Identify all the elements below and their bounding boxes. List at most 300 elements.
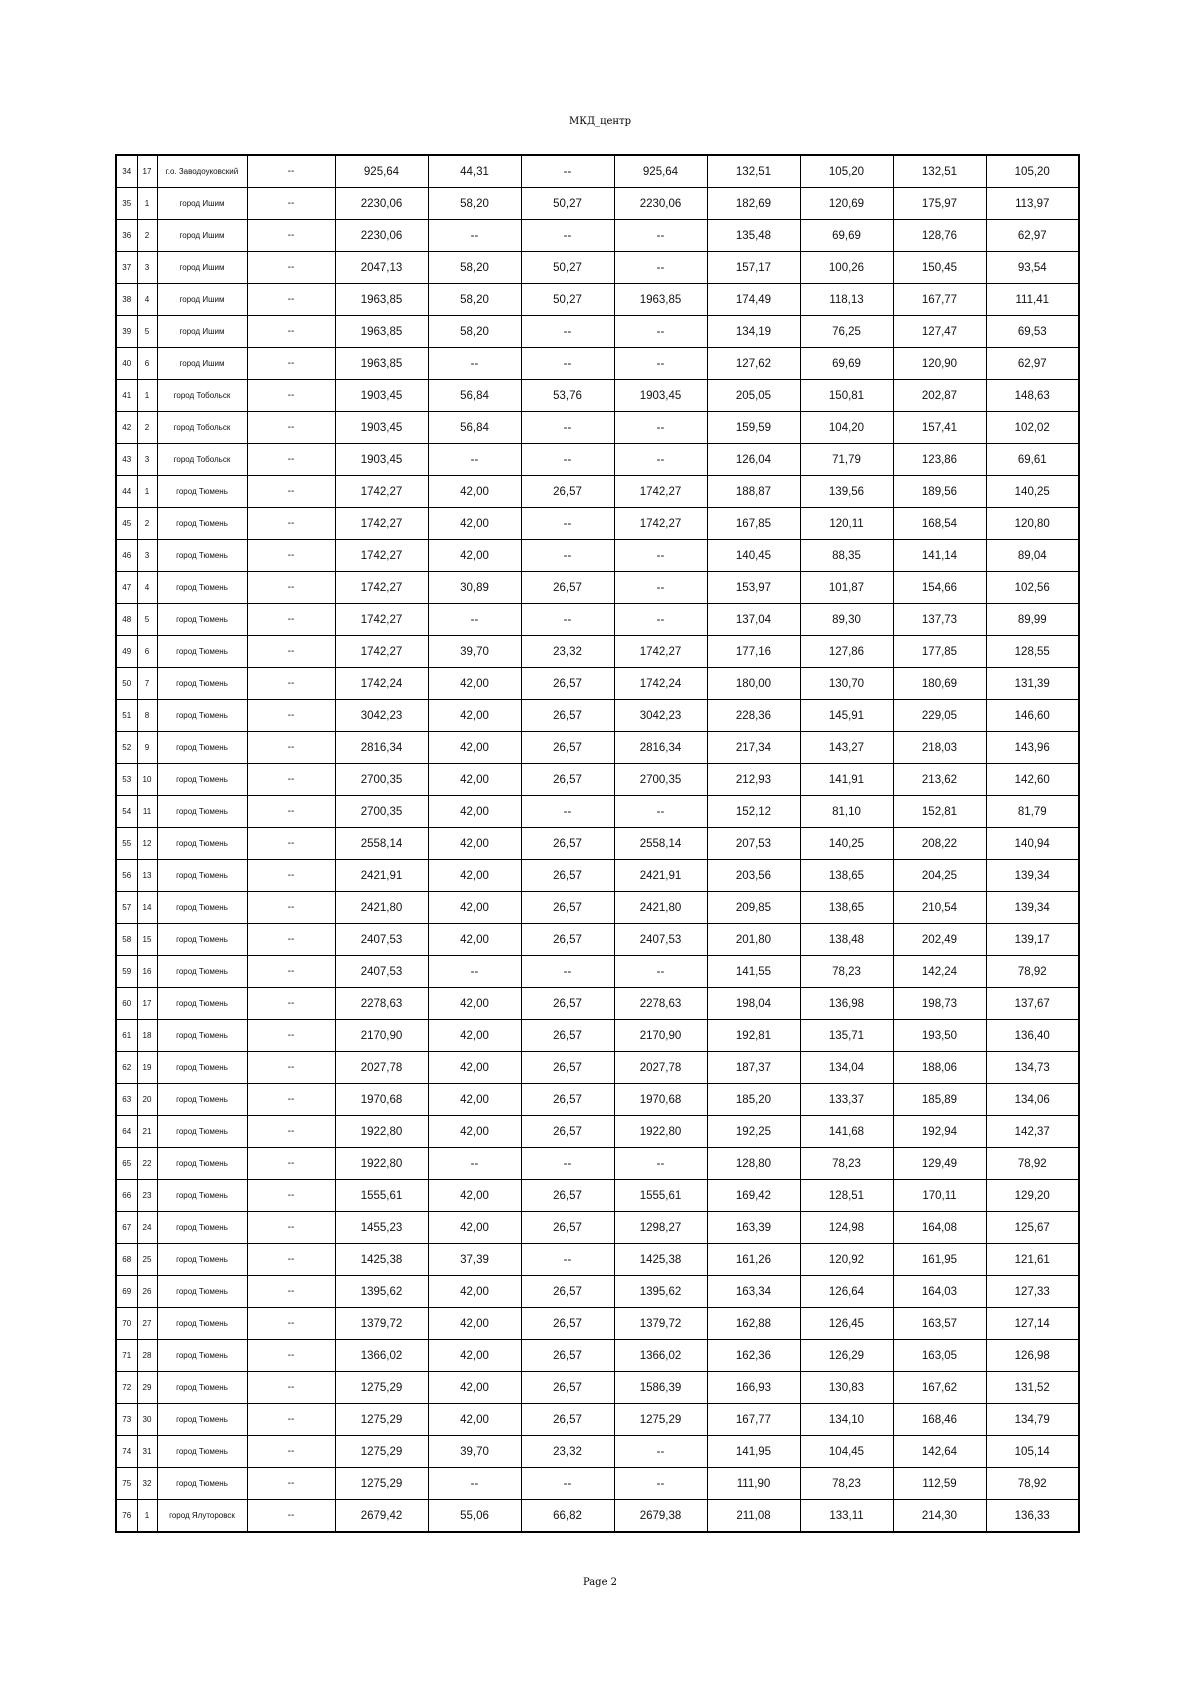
cell-place: город Тюмень [157,1212,247,1244]
cell-sub-index: 25 [137,1244,157,1276]
cell-col-8: 62,97 [986,348,1079,380]
cell-row-index: 56 [116,860,137,892]
cell-col-8: 113,97 [986,188,1079,220]
cell-col-2: 42,00 [428,892,521,924]
cell-row-index: 38 [116,284,137,316]
cell-place: город Тюмень [157,796,247,828]
cell-col-2: -- [428,604,521,636]
cell-col-4: 2230,06 [614,188,707,220]
cell-place: город Тюмень [157,732,247,764]
cell-col-7: 123,86 [893,444,986,476]
cell-col-1: 2421,91 [335,860,428,892]
cell-col-6: 78,23 [800,956,893,988]
cell-col-3: 26,57 [521,924,614,956]
cell-place: город Тюмень [157,1052,247,1084]
cell-col-3: 26,57 [521,572,614,604]
table-row [116,1500,1079,1533]
cell-sub-index: 6 [137,348,157,380]
cell-place: город Тюмень [157,924,247,956]
cell-col-5: 134,19 [707,316,800,348]
cell-place: город Тюмень [157,1084,247,1116]
cell-col-1: 1742,27 [335,572,428,604]
cell-col-6: 71,79 [800,444,893,476]
cell-place: город Тюмень [157,1180,247,1212]
cell-col-6: 88,35 [800,540,893,572]
cell-place: город Тюмень [157,1340,247,1372]
cell-col-dash: -- [247,1404,335,1436]
cell-sub-index: 2 [137,508,157,540]
cell-col-5: 137,04 [707,604,800,636]
cell-row-index: 58 [116,924,137,956]
cell-row-index: 70 [116,1308,137,1340]
cell-col-7: 170,11 [893,1180,986,1212]
cell-col-8: 140,25 [986,476,1079,508]
cell-col-2: 42,00 [428,764,521,796]
cell-col-dash: -- [247,700,335,732]
cell-col-dash: -- [247,1020,335,1052]
cell-col-6: 135,71 [800,1020,893,1052]
cell-col-7: 142,64 [893,1436,986,1468]
cell-col-2: 42,00 [428,988,521,1020]
cell-sub-index: 6 [137,636,157,668]
cell-col-8: 136,40 [986,1020,1079,1052]
cell-col-dash: -- [247,924,335,956]
cell-sub-index: 13 [137,860,157,892]
cell-place: город Тюмень [157,540,247,572]
cell-col-5: 162,36 [707,1340,800,1372]
cell-row-index: 34 [116,155,137,188]
cell-col-dash: -- [247,636,335,668]
cell-col-1: 1366,02 [335,1340,428,1372]
cell-col-6: 101,87 [800,572,893,604]
cell-col-7: 154,66 [893,572,986,604]
table-row [116,1404,1079,1436]
cell-col-4: 1425,38 [614,1244,707,1276]
cell-sub-index: 10 [137,764,157,796]
cell-col-6: 130,70 [800,668,893,700]
cell-col-6: 143,27 [800,732,893,764]
cell-sub-index: 3 [137,540,157,572]
cell-col-8: 134,79 [986,1404,1079,1436]
cell-col-3: 26,57 [521,1276,614,1308]
cell-col-4: -- [614,220,707,252]
cell-col-4: -- [614,1436,707,1468]
cell-col-6: 120,69 [800,188,893,220]
cell-col-6: 69,69 [800,220,893,252]
cell-col-3: -- [521,540,614,572]
cell-col-8: 102,56 [986,572,1079,604]
cell-sub-index: 1 [137,1500,157,1533]
cell-col-5: 166,93 [707,1372,800,1404]
cell-col-8: 78,92 [986,956,1079,988]
cell-col-dash: -- [247,284,335,316]
cell-col-8: 89,99 [986,604,1079,636]
table-row [116,1308,1079,1340]
table-row [116,1180,1079,1212]
cell-col-8: 93,54 [986,252,1079,284]
cell-col-6: 134,04 [800,1052,893,1084]
cell-row-index: 62 [116,1052,137,1084]
cell-col-8: 69,53 [986,316,1079,348]
cell-col-4: 925,64 [614,155,707,188]
cell-sub-index: 3 [137,444,157,476]
cell-place: город Тобольск [157,412,247,444]
cell-col-1: 1742,24 [335,668,428,700]
cell-col-3: 26,57 [521,700,614,732]
cell-col-2: 42,00 [428,1116,521,1148]
cell-col-5: 207,53 [707,828,800,860]
cell-sub-index: 7 [137,668,157,700]
cell-col-2: 42,00 [428,924,521,956]
cell-col-1: 2700,35 [335,764,428,796]
cell-col-3: -- [521,1244,614,1276]
cell-col-3: -- [521,956,614,988]
cell-col-1: 2816,34 [335,732,428,764]
cell-col-4: 1903,45 [614,380,707,412]
cell-col-2: 58,20 [428,188,521,220]
cell-col-3: -- [521,1468,614,1500]
table-row [116,700,1079,732]
cell-place: город Ишим [157,188,247,220]
cell-col-3: 53,76 [521,380,614,412]
cell-col-4: 2407,53 [614,924,707,956]
cell-col-7: 218,03 [893,732,986,764]
cell-col-1: 2407,53 [335,924,428,956]
table-row [116,1020,1079,1052]
cell-col-8: 125,67 [986,1212,1079,1244]
cell-row-index: 76 [116,1500,137,1533]
cell-place: город Тюмень [157,572,247,604]
cell-row-index: 57 [116,892,137,924]
cell-row-index: 44 [116,476,137,508]
cell-col-5: 169,42 [707,1180,800,1212]
cell-col-2: 42,00 [428,732,521,764]
cell-col-3: -- [521,316,614,348]
cell-place: город Тюмень [157,636,247,668]
cell-col-2: -- [428,220,521,252]
cell-col-6: 100,26 [800,252,893,284]
cell-col-dash: -- [247,476,335,508]
table-row [116,508,1079,540]
cell-sub-index: 1 [137,380,157,412]
cell-col-5: 126,04 [707,444,800,476]
cell-col-8: 102,02 [986,412,1079,444]
cell-col-7: 157,41 [893,412,986,444]
cell-col-6: 140,25 [800,828,893,860]
cell-col-8: 143,96 [986,732,1079,764]
cell-col-2: 42,00 [428,1308,521,1340]
cell-col-1: 1742,27 [335,508,428,540]
cell-col-6: 124,98 [800,1212,893,1244]
table-row [116,444,1079,476]
page-header-title: МКД_центр [568,116,632,127]
cell-col-4: 2816,34 [614,732,707,764]
cell-col-dash: -- [247,604,335,636]
cell-col-7: 141,14 [893,540,986,572]
cell-col-5: 205,05 [707,380,800,412]
cell-col-4: 1963,85 [614,284,707,316]
cell-col-dash: -- [247,668,335,700]
cell-col-4: 1275,29 [614,1404,707,1436]
cell-col-6: 126,45 [800,1308,893,1340]
cell-place: город Тюмень [157,1468,247,1500]
cell-col-2: 42,00 [428,476,521,508]
cell-col-7: 177,85 [893,636,986,668]
cell-col-4: -- [614,956,707,988]
cell-row-index: 65 [116,1148,137,1180]
cell-col-5: 167,77 [707,1404,800,1436]
cell-col-7: 127,47 [893,316,986,348]
cell-col-8: 129,20 [986,1180,1079,1212]
cell-col-7: 137,73 [893,604,986,636]
cell-col-7: 150,45 [893,252,986,284]
cell-col-2: 42,00 [428,540,521,572]
cell-col-dash: -- [247,1148,335,1180]
cell-col-8: 139,34 [986,860,1079,892]
table-row [116,796,1079,828]
cell-col-6: 76,25 [800,316,893,348]
table-row [116,252,1079,284]
cell-row-index: 45 [116,508,137,540]
cell-sub-index: 28 [137,1340,157,1372]
cell-col-8: 81,79 [986,796,1079,828]
table-row [116,1340,1079,1372]
cell-col-dash: -- [247,828,335,860]
cell-col-8: 136,33 [986,1500,1079,1533]
cell-col-4: 1555,61 [614,1180,707,1212]
cell-col-8: 78,92 [986,1148,1079,1180]
cell-col-dash: -- [247,1180,335,1212]
cell-col-4: 1742,27 [614,508,707,540]
cell-col-7: 128,76 [893,220,986,252]
cell-col-6: 136,98 [800,988,893,1020]
cell-col-6: 134,10 [800,1404,893,1436]
cell-col-1: 1903,45 [335,380,428,412]
cell-row-index: 48 [116,604,137,636]
cell-sub-index: 29 [137,1372,157,1404]
table-row [116,476,1079,508]
cell-col-7: 193,50 [893,1020,986,1052]
cell-col-4: 2679,38 [614,1500,707,1533]
table-row [116,636,1079,668]
cell-col-2: 42,00 [428,1084,521,1116]
cell-col-dash: -- [247,348,335,380]
cell-col-1: 1555,61 [335,1180,428,1212]
cell-sub-index: 17 [137,988,157,1020]
cell-sub-index: 5 [137,316,157,348]
cell-row-index: 52 [116,732,137,764]
cell-col-4: -- [614,316,707,348]
cell-col-2: 42,00 [428,1180,521,1212]
cell-col-7: 213,62 [893,764,986,796]
cell-col-8: 137,67 [986,988,1079,1020]
cell-place: город Тюмень [157,988,247,1020]
cell-sub-index: 5 [137,604,157,636]
cell-col-7: 202,49 [893,924,986,956]
cell-col-dash: -- [247,732,335,764]
cell-place: город Тюмень [157,700,247,732]
cell-col-6: 78,23 [800,1468,893,1500]
page-footer-number: Page 2 [582,1577,618,1588]
cell-col-1: 2679,42 [335,1500,428,1533]
cell-col-5: 203,56 [707,860,800,892]
cell-col-8: 142,60 [986,764,1079,796]
cell-col-6: 81,10 [800,796,893,828]
cell-row-index: 67 [116,1212,137,1244]
table-row [116,892,1079,924]
cell-col-2: 37,39 [428,1244,521,1276]
cell-col-7: 152,81 [893,796,986,828]
cell-place: город Тюмень [157,476,247,508]
cell-col-7: 229,05 [893,700,986,732]
cell-col-3: -- [521,508,614,540]
cell-col-1: 2558,14 [335,828,428,860]
cell-col-5: 132,51 [707,155,800,188]
cell-col-3: 26,57 [521,1084,614,1116]
cell-col-dash: -- [247,1340,335,1372]
cell-col-4: 3042,23 [614,700,707,732]
cell-col-7: 214,30 [893,1500,986,1533]
cell-col-3: 26,57 [521,1020,614,1052]
cell-col-2: 39,70 [428,636,521,668]
cell-col-5: 192,81 [707,1020,800,1052]
cell-col-7: 204,25 [893,860,986,892]
cell-col-8: 121,61 [986,1244,1079,1276]
cell-row-index: 69 [116,1276,137,1308]
cell-col-8: 134,73 [986,1052,1079,1084]
cell-sub-index: 9 [137,732,157,764]
cell-col-dash: -- [247,540,335,572]
cell-col-5: 198,04 [707,988,800,1020]
cell-col-3: -- [521,220,614,252]
table-row [116,1052,1079,1084]
cell-col-3: 26,57 [521,828,614,860]
cell-col-4: 2700,35 [614,764,707,796]
cell-row-index: 50 [116,668,137,700]
cell-row-index: 40 [116,348,137,380]
cell-col-1: 2700,35 [335,796,428,828]
cell-place: город Ишим [157,284,247,316]
cell-sub-index: 24 [137,1212,157,1244]
cell-col-dash: -- [247,316,335,348]
cell-col-3: -- [521,444,614,476]
cell-place: город Ишим [157,348,247,380]
table-row [116,1372,1079,1404]
cell-sub-index: 30 [137,1404,157,1436]
cell-col-5: 152,12 [707,796,800,828]
cell-col-dash: -- [247,1212,335,1244]
cell-col-5: 217,34 [707,732,800,764]
cell-row-index: 61 [116,1020,137,1052]
cell-col-3: 26,57 [521,764,614,796]
cell-place: город Тюмень [157,1244,247,1276]
cell-col-1: 1275,29 [335,1468,428,1500]
cell-col-6: 138,48 [800,924,893,956]
cell-col-6: 104,20 [800,412,893,444]
cell-row-index: 68 [116,1244,137,1276]
cell-col-7: 120,90 [893,348,986,380]
cell-col-2: 42,00 [428,860,521,892]
cell-place: город Тюмень [157,1276,247,1308]
cell-col-5: 228,36 [707,700,800,732]
cell-col-2: 42,00 [428,1276,521,1308]
table-row [116,1084,1079,1116]
cell-col-3: 23,32 [521,636,614,668]
cell-col-7: 210,54 [893,892,986,924]
cell-col-5: 177,16 [707,636,800,668]
cell-col-1: 2230,06 [335,188,428,220]
cell-row-index: 72 [116,1372,137,1404]
cell-col-6: 89,30 [800,604,893,636]
cell-col-dash: -- [247,220,335,252]
cell-place: город Тюмень [157,1148,247,1180]
cell-sub-index: 1 [137,476,157,508]
cell-place: город Тюмень [157,892,247,924]
tariff-table [115,154,1080,1533]
cell-col-6: 133,37 [800,1084,893,1116]
cell-col-3: -- [521,348,614,380]
cell-col-3: 26,57 [521,1308,614,1340]
cell-col-7: 167,62 [893,1372,986,1404]
cell-col-dash: -- [247,956,335,988]
cell-col-7: 129,49 [893,1148,986,1180]
cell-col-3: 26,57 [521,476,614,508]
cell-col-dash: -- [247,252,335,284]
cell-row-index: 54 [116,796,137,828]
cell-col-7: 185,89 [893,1084,986,1116]
cell-col-4: -- [614,348,707,380]
cell-col-1: 1275,29 [335,1436,428,1468]
cell-col-1: 2027,78 [335,1052,428,1084]
table-row [116,956,1079,988]
cell-col-7: 163,57 [893,1308,986,1340]
cell-col-2: 42,00 [428,508,521,540]
cell-col-4: -- [614,1148,707,1180]
cell-place: город Тюмень [157,828,247,860]
cell-place: город Тюмень [157,668,247,700]
table-row [116,1276,1079,1308]
cell-place: город Тюмень [157,860,247,892]
cell-col-4: 2027,78 [614,1052,707,1084]
cell-row-index: 64 [116,1116,137,1148]
cell-place: город Тюмень [157,1116,247,1148]
cell-row-index: 36 [116,220,137,252]
cell-col-2: 55,06 [428,1500,521,1533]
cell-sub-index: 14 [137,892,157,924]
cell-row-index: 37 [116,252,137,284]
cell-col-8: 146,60 [986,700,1079,732]
cell-col-5: 192,25 [707,1116,800,1148]
cell-col-4: 1379,72 [614,1308,707,1340]
cell-col-3: -- [521,796,614,828]
cell-col-7: 164,08 [893,1212,986,1244]
cell-col-5: 127,62 [707,348,800,380]
cell-col-3: 23,32 [521,1436,614,1468]
cell-col-dash: -- [247,988,335,1020]
cell-col-4: 2421,80 [614,892,707,924]
table-row [116,284,1079,316]
cell-col-1: 1742,27 [335,476,428,508]
cell-col-dash: -- [247,1116,335,1148]
cell-col-5: 153,97 [707,572,800,604]
cell-col-1: 1379,72 [335,1308,428,1340]
cell-col-3: 50,27 [521,252,614,284]
cell-col-1: 2421,80 [335,892,428,924]
cell-col-2: 56,84 [428,380,521,412]
cell-col-8: 105,20 [986,155,1079,188]
cell-col-1: 925,64 [335,155,428,188]
cell-col-5: 185,20 [707,1084,800,1116]
